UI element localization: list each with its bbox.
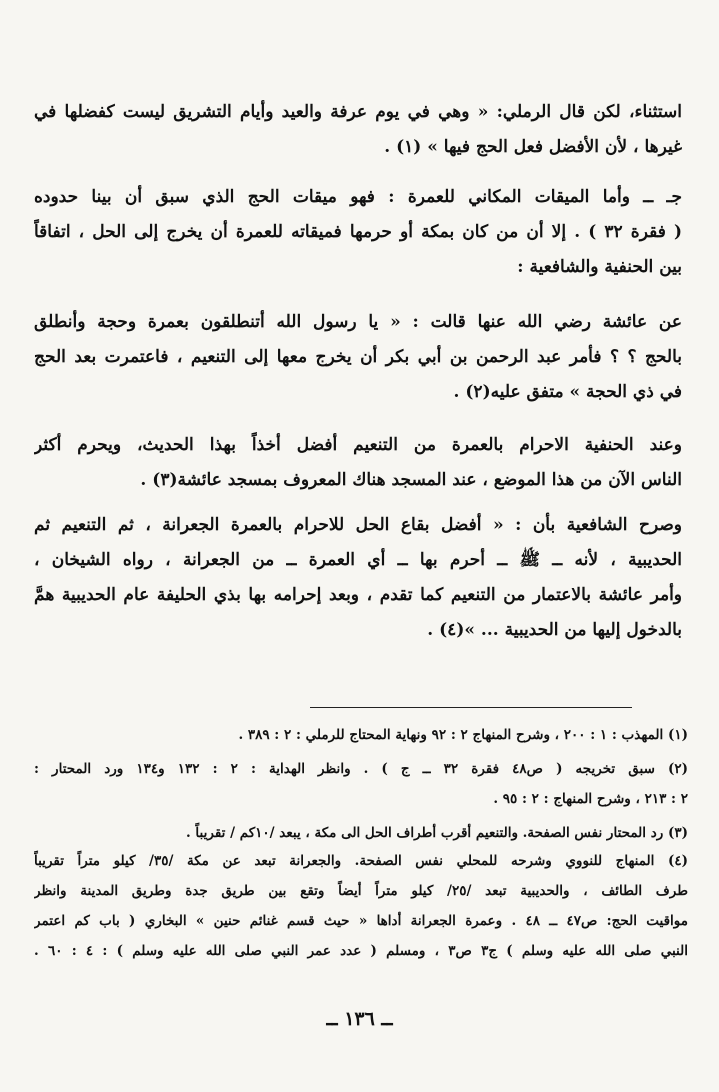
paragraph-5 [34,508,682,648]
text-line: استثناء، لكن قال الرملي: « وهي في يوم عرفة والعيد وأيام التشريق ليست كفضلها في [34,102,682,122]
text-line: بين الحنفية والشافعية : [517,257,682,277]
footnote-line: (١) المهذب : ١ : ٢٠٠ ، وشرح المنهاج ٢ : ٩٢ ونهاية المحتاج للرملي : ٢ : ٣٨٩ . [238,727,688,743]
paragraph-1 [34,95,682,165]
text-line: وأمر عائشة بالاعتمار من التنعيم كما تقدم ، وبعد إحرامه بها بذي الحليفة عام الحديبية همَّ [34,585,682,605]
text-line: الناس الآن من هذا الموضع ، عند المسجد هناك المعروف بمسجد عائشة(٣) . [140,470,682,490]
footnote-line: (٤) المنهاج للنووي وشرحه للمحلي نفس الصفحة. والجعرانة تبعد عن مكة /٣٥/ كيلو متراً تقريباً [34,853,688,869]
paragraph-2 [34,180,682,285]
footnote-1 [34,720,688,750]
footnote-2 [34,754,688,814]
text-line: وصرح الشافعية بأن : « أفضل بقاع الحل للاحرام بالعمرة الجعرانة ، ثم التنعيم ثم [34,515,682,535]
page-number: ــ ١٣٦ ــ [326,1008,393,1030]
text-line: عن عائشة رضي الله عنها قالت : « يا رسول الله أتنطلقون بعمرة وحجة وأنطلق [34,312,682,332]
text-line: ( فقرة ٣٢ ) . إلا أن من كان بمكة أو حرمها فميقاته للعمرة أن يخرج إلى الحل ، اتفاقاً [34,222,682,242]
text-line: بالحج ؟ ؟ فأمر عبد الرحمن بن أبي بكر أن يخرج معها إلى التنعيم ، فاعتمرت بعد الحج [34,347,682,367]
text-line: بالدخول إليها من الحديبية ... »(٤) . [427,620,682,640]
text-line: جـ ــ وأما الميقات المكاني للعمرة : فهو ميقات الحج الذي سبق أن بينا حدوده [34,187,682,207]
text-line: غيرها ، لأن الأفضل فعل الحج فيها » (١) . [384,137,682,157]
footnote-line: (٢) سبق تخريجه ( ص٤٨ فقرة ٣٢ ــ ج ) . وانظر الهداية : ٢ : ١٣٢ و١٣٤ ورد المحتار : [34,761,688,777]
footnote-line: النبي صلى الله عليه وسلم ) ج٣ ص٣ ، ومسلم ( عدد عمر النبي صلى الله عليه وسلم ) : ٤ : ٦٠ . [34,943,688,959]
footnote-line: مواقيت الحج: ص٤٧ ــ ٤٨ . وعمرة الجعرانة أداها « حيث قسم غنائم حنين » البخاري ( باب كم اعتمر [34,913,688,929]
text-line: في ذي الحجة » متفق عليه(٢) . [453,382,682,402]
footnote-line: (٣) رد المحتار نفس الصفحة. والتنعيم أقرب أطراف الحل الى مكة ، يبعد /١٠كم / تقريباً . [186,825,688,841]
footnote-3 [34,818,688,848]
footnote-line: ٢ : ٢١٣ ، وشرح المنهاج : ٢ : ٩٥ . [493,791,688,807]
footnote-line: طرف الطائف ، والحديبية تبعد /٢٥/ كيلو متراً أيضاً وتقع بين طريق جدة وطريق المدينة وانظر [34,883,688,899]
footnote-separator [310,707,632,708]
text-line: الحديبية ، لأنه ــ ﷺ ــ أحرم بها ــ أي العمرة ــ من الجعرانة ، رواه الشيخان ، [34,550,682,570]
paragraph-4 [34,428,682,498]
footnote-4 [34,846,688,966]
text-line: وعند الحنفية الاحرام بالعمرة من التنعيم أفضل أخذاً بهذا الحديث، ويحرم أكثر [34,435,682,455]
paragraph-3 [34,305,682,410]
